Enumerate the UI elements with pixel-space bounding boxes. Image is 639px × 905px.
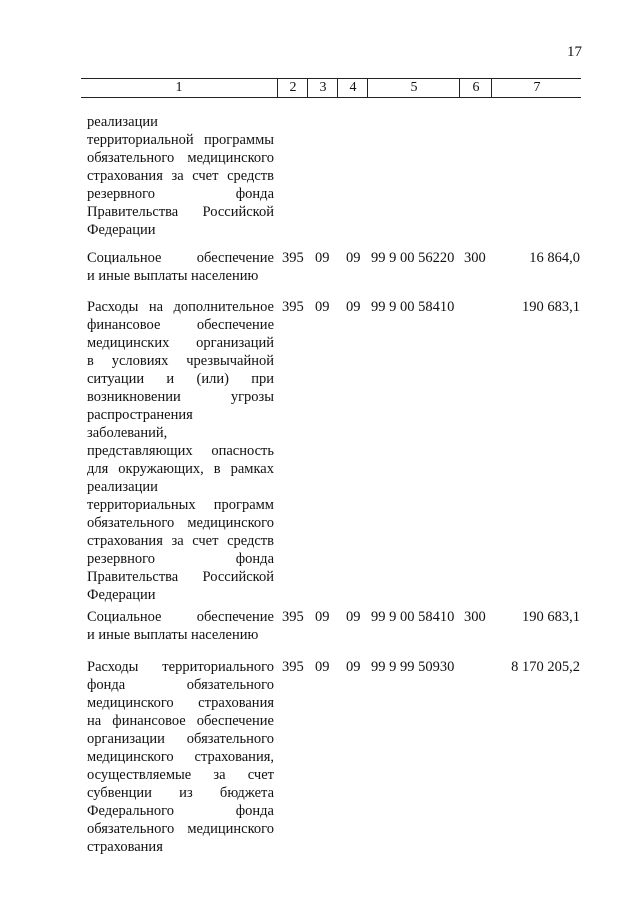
description-line: и иные выплаты населению (87, 627, 259, 643)
description-line: медицинского страхования (87, 695, 274, 711)
description-line: страхования за счет средств (87, 533, 274, 549)
header-col-5: 5 (367, 79, 460, 97)
description-line: страхования (87, 839, 163, 855)
row-description (87, 658, 274, 856)
cell-c3: 09 (315, 609, 330, 625)
page-number: 17 (567, 44, 582, 60)
description-line: Расходы на дополнительное (87, 299, 274, 315)
description-line: Социальное обеспечение (87, 250, 274, 266)
row-description (87, 608, 274, 644)
description-line: субвенции из бюджета (87, 785, 274, 801)
description-line: ситуации и (или) при (87, 371, 274, 387)
description-line: обязательного медицинского (87, 150, 274, 166)
cell-c3: 09 (315, 299, 330, 315)
description-line: фонда обязательного (87, 677, 274, 693)
cell-c2: 395 (282, 250, 304, 266)
description-line: территориальной программы (87, 132, 274, 148)
row-description (87, 298, 274, 604)
description-line: медицинских организаций (87, 335, 274, 351)
description-line: представляющих опасность (87, 443, 274, 459)
cell-c5: 99 9 00 56220 (371, 250, 455, 266)
header-col-4: 4 (337, 79, 368, 97)
header-col-3: 3 (307, 79, 338, 97)
description-line: осуществляемые за счет (87, 767, 274, 783)
description-line: возникновении угрозы (87, 389, 274, 405)
description-line: страхования за счет средств (87, 168, 274, 184)
cell-c7: 8 170 205,2 (511, 659, 580, 675)
description-line: заболеваний, (87, 425, 168, 441)
description-line: и иные выплаты населению (87, 268, 259, 284)
cell-c2: 395 (282, 659, 304, 675)
cell-c2: 395 (282, 299, 304, 315)
description-line: резервного фонда (87, 551, 274, 567)
header-col-2: 2 (277, 79, 308, 97)
cell-c6: 300 (464, 609, 486, 625)
description-line: для окружающих, в рамках (87, 461, 274, 477)
description-line: Социальное обеспечение (87, 609, 274, 625)
cell-c4: 09 (346, 250, 361, 266)
cell-c3: 09 (315, 250, 330, 266)
cell-c5: 99 9 99 50930 (371, 659, 455, 675)
description-line: финансовое обеспечение (87, 317, 274, 333)
description-line: распространения (87, 407, 193, 423)
description-line: Федерации (87, 222, 156, 238)
description-line: реализации (87, 114, 158, 130)
description-line: на финансовое обеспечение (87, 713, 274, 729)
description-line: Расходы территориального (87, 659, 274, 675)
cell-c2: 395 (282, 609, 304, 625)
description-line: медицинского страхования, (87, 749, 274, 765)
cell-c7: 16 864,0 (529, 250, 580, 266)
cell-c7: 190 683,1 (522, 609, 580, 625)
cell-c5: 99 9 00 58410 (371, 609, 455, 625)
description-line: Правительства Российской (87, 569, 274, 585)
description-line: территориальных программ (87, 497, 274, 513)
description-line: Федерации (87, 587, 156, 603)
description-line: обязательного медицинского (87, 515, 274, 531)
cell-c3: 09 (315, 659, 330, 675)
description-line: в условиях чрезвычайной (87, 353, 274, 369)
description-line: организации обязательного (87, 731, 274, 747)
description-line: Правительства Российской (87, 204, 274, 220)
description-line: резервного фонда (87, 186, 274, 202)
header-col-7: 7 (491, 79, 582, 97)
header-col-1: 1 (175, 80, 183, 95)
cell-c5: 99 9 00 58410 (371, 299, 455, 315)
table-header (81, 78, 581, 98)
cell-c4: 09 (346, 659, 361, 675)
description-line: реализации (87, 479, 158, 495)
description-line: обязательного медицинского (87, 821, 274, 837)
row-description (87, 249, 274, 285)
cell-c6: 300 (464, 250, 486, 266)
row-description (87, 113, 274, 239)
cell-c4: 09 (346, 299, 361, 315)
description-line: Федерального фонда (87, 803, 274, 819)
header-col-6: 6 (459, 79, 492, 97)
cell-c7: 190 683,1 (522, 299, 580, 315)
cell-c4: 09 (346, 609, 361, 625)
